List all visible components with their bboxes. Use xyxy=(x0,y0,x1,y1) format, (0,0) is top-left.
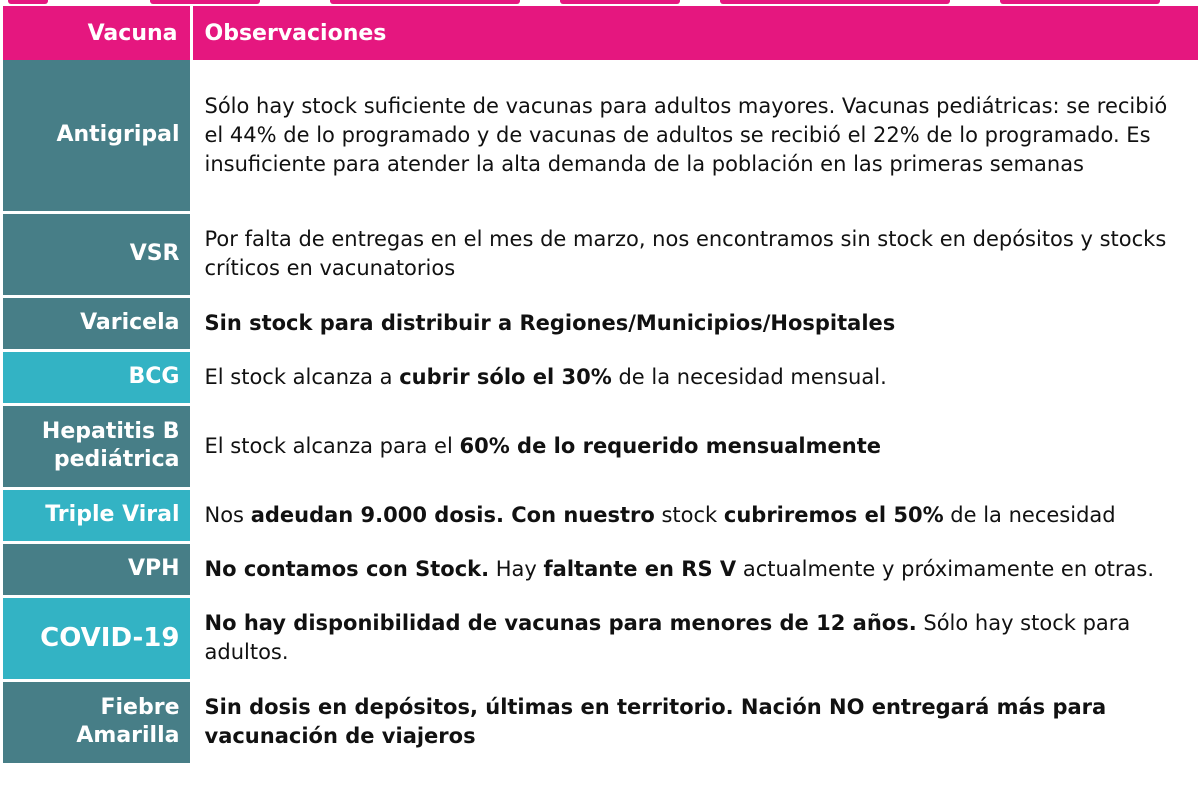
table-row-varicela xyxy=(3,296,1198,350)
obs-text: de la necesidad mensual. xyxy=(611,364,887,389)
obs-highlight: No hay disponibilidad de vacunas para menores de 12 años. xyxy=(204,611,917,635)
observacion xyxy=(191,350,1198,404)
observacion xyxy=(191,488,1198,542)
obs-highlight: adeudan 9.000 dosis. Con nuestro xyxy=(250,502,655,527)
observacion: Sin stock para distribuir a Regiones/Municipios/Hospitales xyxy=(191,296,1198,350)
obs-highlight: 60% de lo requerido mensualmente xyxy=(459,433,881,458)
header-vacuna: Vacuna xyxy=(3,6,191,60)
vacuna-name-line1: Hepatitis B xyxy=(41,419,180,444)
observacion: Sólo hay stock suficiente de vacunas para adultos mayores. Vacunas pediátricas: se recibió el 44% de lo programado y de vacunas de adultos se recibió el 22% de lo programado. Es insuficiente para atender la alta demanda de la población en las primeras semanas xyxy=(191,60,1198,212)
vacuna-name: VPH xyxy=(3,542,191,596)
obs-text: stock xyxy=(654,502,724,527)
table-row-vsr xyxy=(3,212,1198,296)
table-header-row xyxy=(3,6,1198,60)
vacuna-name: Varicela xyxy=(3,296,191,350)
table-row-bcg xyxy=(3,350,1198,404)
obs-text: Sólo hay stock para adultos. xyxy=(204,611,1131,664)
obs-text: El stock alcanza a xyxy=(204,364,400,389)
obs-highlight: faltante en RS V xyxy=(543,556,737,581)
table-row-vph xyxy=(3,542,1198,596)
observacion: Sin dosis en depósitos, últimas en territorio. Nación NO entregará más para vacunación de viajeros xyxy=(191,680,1198,764)
observacion: Por falta de entregas en el mes de marzo, nos encontramos sin stock en depósitos y stocks críticos en vacunatorios xyxy=(191,212,1198,296)
observacion xyxy=(191,596,1198,680)
header-observaciones: Observaciones xyxy=(191,6,1198,60)
vacuna-name-line2: Amarilla xyxy=(76,723,180,748)
obs-highlight: cubriremos el 50% xyxy=(723,502,944,527)
table-row-antigripal xyxy=(3,60,1198,212)
vacuna-name-line2: pediátrica xyxy=(53,447,180,472)
vacuna-name: COVID-19 xyxy=(3,596,191,680)
obs-text: Hay xyxy=(489,556,544,581)
vacuna-name: VSR xyxy=(3,212,191,296)
obs-highlight: cubrir sólo el 30% xyxy=(399,364,612,389)
obs-highlight: No contamos con Stock. xyxy=(204,556,490,581)
table-row-hepatitis-b xyxy=(3,404,1198,488)
vacuna-name: Antigripal xyxy=(3,60,191,212)
vacuna-name xyxy=(3,404,191,488)
obs-text: actualmente y próximamente en otras. xyxy=(736,556,1155,581)
vaccine-table xyxy=(3,6,1198,766)
table-row-triple-viral xyxy=(3,488,1198,542)
observacion xyxy=(191,404,1198,488)
obs-text: de la necesidad xyxy=(943,502,1116,527)
table-row-covid-19 xyxy=(3,596,1198,680)
table-row-fiebre-amarilla xyxy=(3,680,1198,764)
vacuna-name-line1: Fiebre xyxy=(100,695,180,720)
obs-text: El stock alcanza para el xyxy=(204,433,460,458)
vacuna-name xyxy=(3,680,191,764)
vacuna-name: BCG xyxy=(3,350,191,404)
observacion xyxy=(191,542,1198,596)
obs-text: Nos xyxy=(204,502,251,527)
vacuna-name: Triple Viral xyxy=(3,488,191,542)
